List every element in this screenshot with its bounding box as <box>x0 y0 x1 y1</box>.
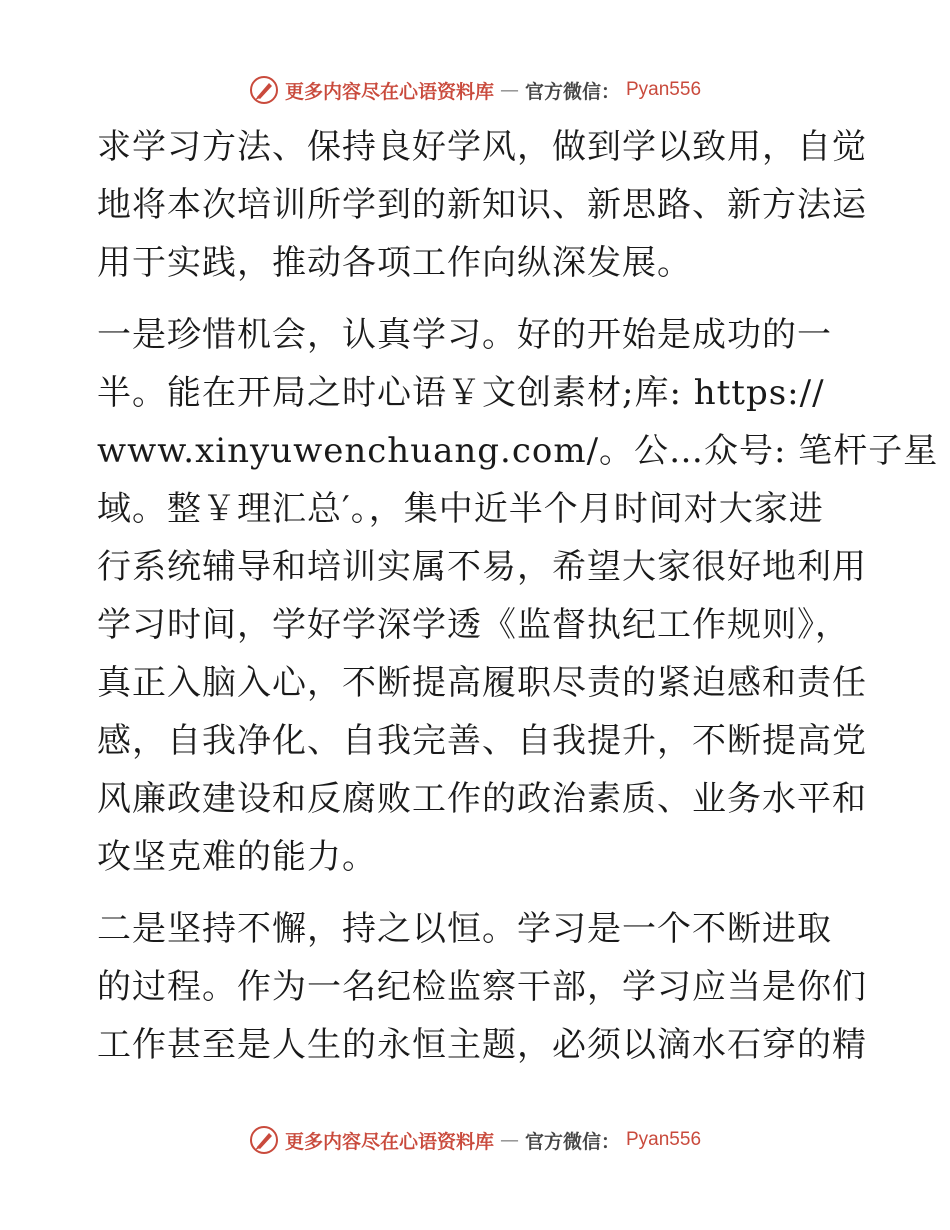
text-line: 二是坚持不懈，持之以恒。学习是一个不断进取 <box>97 909 832 949</box>
banner-wechat-label: 官方微信： <box>524 1130 620 1153</box>
pen-logo-icon <box>249 1125 279 1155</box>
text-line: 学习时间，学好学深学透《监督执纪工作规则》， <box>97 605 850 645</box>
header-banner <box>0 70 950 110</box>
text-line: 的过程。作为一名纪检监察干部，学习应当是你们 <box>97 967 867 1007</box>
paragraph <box>97 900 867 1074</box>
text-line: 真正入脑入心，不断提高履职尽责的紧迫感和责任 <box>97 663 867 703</box>
banner-wechat-id: Pyan556 <box>626 1129 702 1150</box>
banner-wechat-id: Pyan556 <box>626 79 702 100</box>
paragraph <box>97 306 939 886</box>
text-line: 攻坚克难的能力。 <box>97 837 377 877</box>
text-line: 求学习方法、保持良好学风，做到学以致用，自觉 <box>97 127 867 167</box>
banner-separator: — <box>499 1129 519 1151</box>
text-line: www.xinyuwenchuang.com/。公…众号: 笔杆子星 <box>97 431 939 471</box>
text-line: 感，自我净化、自我完善、自我提升，不断提高党 <box>97 721 867 761</box>
text-line: 工作甚至是人生的永恒主题，必须以滴水石穿的精 <box>97 1025 867 1065</box>
banner-wechat-label: 官方微信： <box>524 80 620 103</box>
text-line: 一是珍惜机会，认真学习。好的开始是成功的一 <box>97 315 832 355</box>
footer-banner <box>0 1120 950 1160</box>
text-line: 半。能在开局之时心语￥文创素材;库: https:// <box>97 373 825 413</box>
text-line: 地将本次培训所学到的新知识、新思路、新方法运 <box>97 185 867 225</box>
text-line: 行系统辅导和培训实属不易，希望大家很好地利用 <box>97 547 867 587</box>
text-line: 域。整￥理汇总′。，集中近半个月时间对大家进 <box>97 489 824 529</box>
banner-title: 更多内容尽在心语资料库 <box>284 80 494 103</box>
paragraph <box>97 118 867 292</box>
banner-group <box>249 1125 701 1155</box>
banner-separator: — <box>499 79 519 101</box>
document-body <box>97 118 939 1074</box>
pen-logo-icon <box>249 75 279 105</box>
banner-title: 更多内容尽在心语资料库 <box>284 1130 494 1153</box>
banner-group <box>249 75 701 105</box>
text-line: 用于实践，推动各项工作向纵深发展。 <box>97 243 692 283</box>
text-line: 风廉政建设和反腐败工作的政治素质、业务水平和 <box>97 779 867 819</box>
